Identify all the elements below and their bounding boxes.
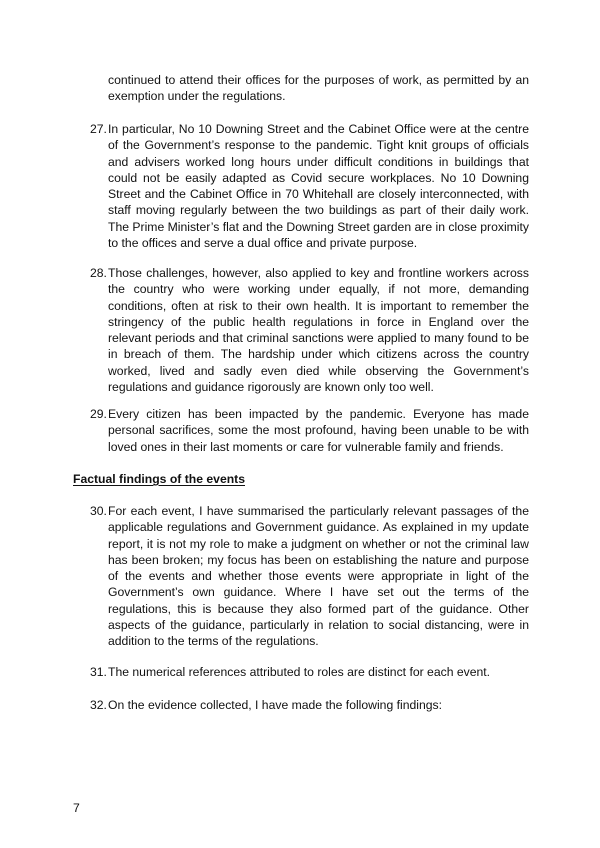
section-heading: Factual findings of the events — [73, 472, 245, 486]
paragraph-number: 31. — [90, 665, 107, 679]
paragraph-text: On the evidence collected, I have made the following findings: — [108, 698, 443, 712]
paragraph-text: The numerical references attributed to roles are distinct for each event. — [108, 665, 491, 679]
paragraph-32 — [90, 697, 529, 713]
paragraph-30 — [90, 503, 529, 650]
paragraph-number: 27. — [90, 122, 107, 136]
paragraph-29 — [90, 406, 529, 455]
continuation-paragraph — [108, 72, 529, 105]
paragraph-text: continued to attend their offices for the purposes of work, as permitted by an exemption under the regulations. — [108, 73, 529, 104]
paragraph-text: Every citizen has been impacted by the pandemic. Everyone has made personal sacrifices, some the most profound, having been unable to be with loved ones in their last moments or care for vulnerable family and friends. — [108, 407, 529, 454]
paragraph-number: 29. — [90, 407, 107, 421]
paragraph-number: 32. — [90, 698, 107, 712]
paragraph-number: 28. — [90, 266, 107, 280]
paragraph-27 — [90, 121, 529, 251]
paragraph-text: In particular, No 10 Downing Street and the Cabinet Office were at the centre of the Government’s response to the pandemic. Tight knit groups of officials and advisers worked long hours under difficult conditions in buildings that could not be easily adapted as Covid secure workplaces. No 10 Downing Street and the Cabinet Office in 70 Whitehall are closely interconnected, with staff moving regularly between the two buildings as part of their daily work. The Prime Minister’s flat and the Downing Street garden are in close proximity to the offices and serve a dual office and private purpose. — [108, 122, 529, 251]
paragraph-28 — [90, 265, 529, 395]
paragraph-31 — [90, 664, 529, 680]
paragraph-text: For each event, I have summarised the particularly relevant passages of the applicable regulations and Government guidance. As explained in my update report, it is not my role to make a judgment on whether or not the criminal law has been broken; my focus has been on establishing the nature and purpose of the events and whether those events were appropriate in light of the Government’s own guidance. Where I have set out the terms of the regulations, this is because they also formed part of the guidance. Other aspects of the guidance, particularly in relation to social distancing, were in addition to the terms of the regulations. — [108, 504, 529, 649]
page-number: 7 — [73, 801, 80, 815]
paragraph-text: Those challenges, however, also applied to key and frontline workers across the country who were working under equally, if not more, demanding conditions, often at risk to their own health. It is important to remember the stringency of the public health regulations in force in England over the relevant periods and that criminal sanctions were applied to many found to be in breach of them. The hardship under which citizens across the country worked, lived and sadly even died while observing the Government’s regulations and guidance rigorously are known only too well. — [108, 266, 529, 395]
paragraph-number: 30. — [90, 504, 107, 518]
